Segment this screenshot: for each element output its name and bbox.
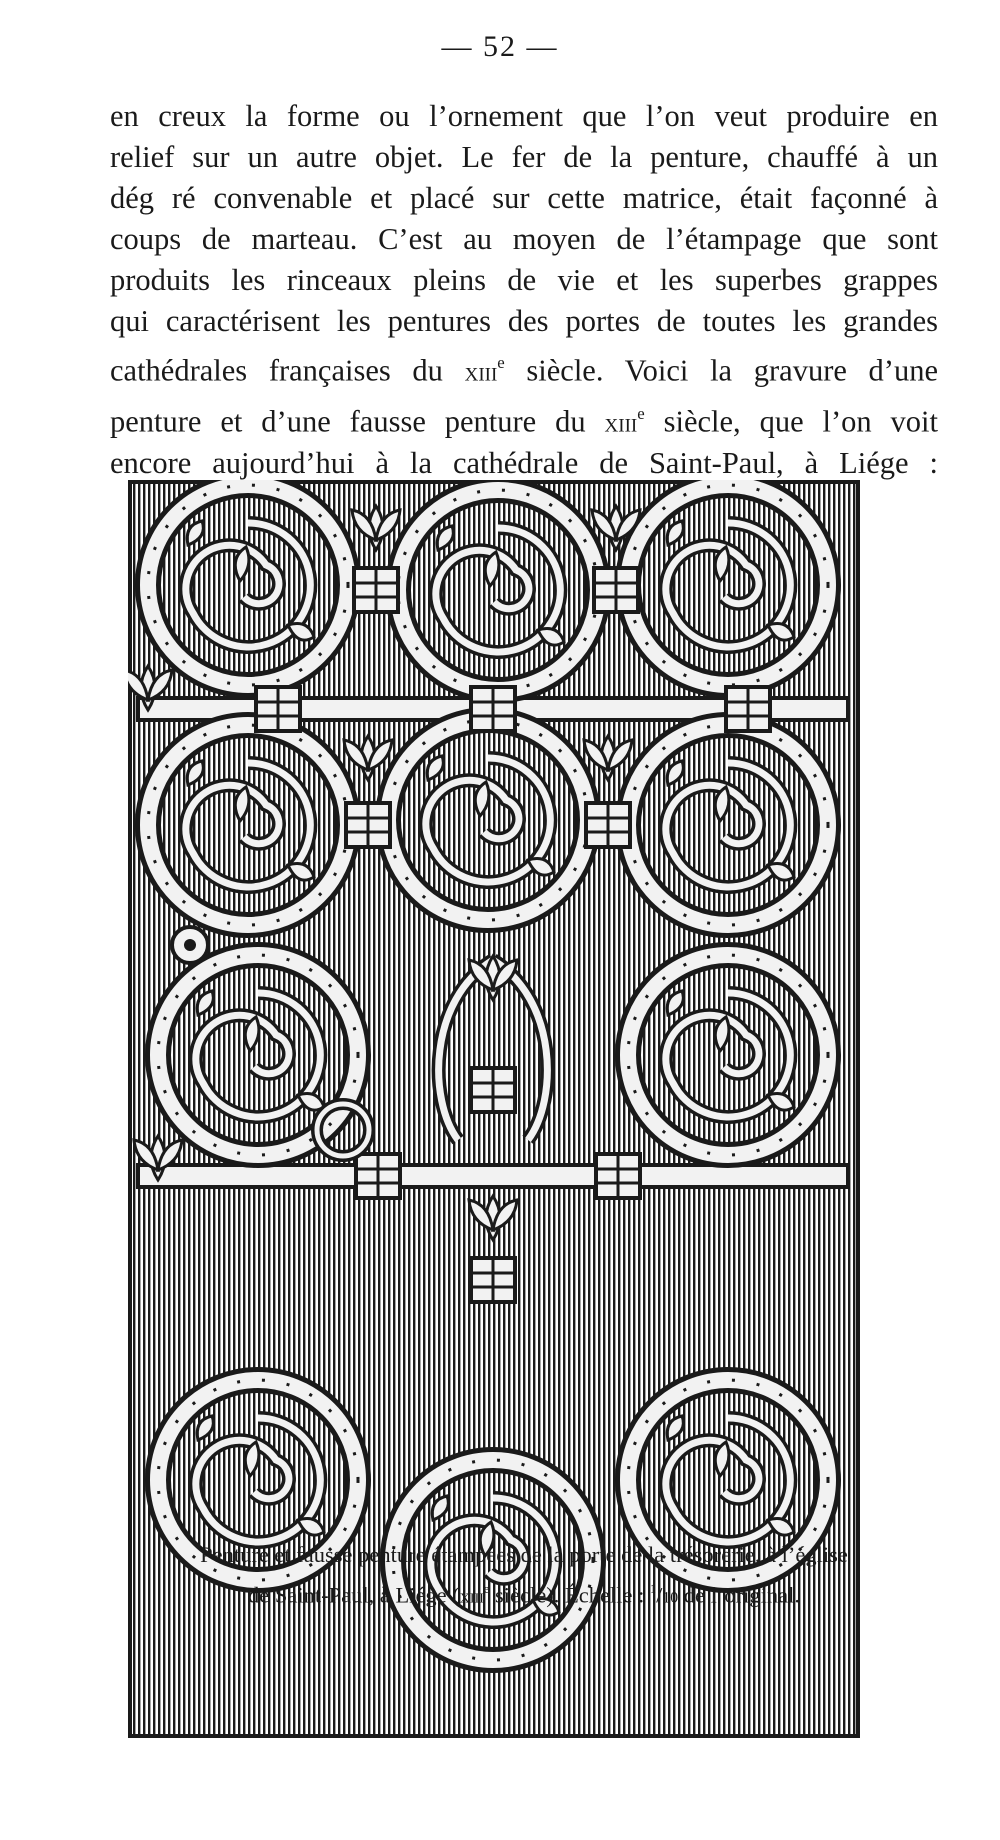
century-numeral: xiii bbox=[459, 1585, 484, 1608]
text-line: encore aujourd’hui à la cathédrale de Saint-Paul, à Liége : bbox=[110, 446, 938, 481]
scale-numerator: 1 bbox=[649, 1582, 657, 1596]
text-fragment: de Saint-Paul, à Liége ( bbox=[247, 1582, 460, 1608]
text-fragment: de l’original. bbox=[678, 1582, 800, 1608]
text-line bbox=[110, 342, 938, 393]
text-fragment: siècle, que l’on voit bbox=[644, 404, 939, 439]
caption-line-1: Penture et fausse penture étampées de la porte de la trésorerie, à l’église bbox=[200, 1542, 848, 1567]
text-line: produits les rinceaux pleins de vie et les superbes grappes bbox=[110, 263, 938, 297]
hinge-engraving-figure bbox=[128, 480, 922, 1840]
text-fragment: siècle). Échelle : bbox=[489, 1582, 650, 1608]
text-line: dég ré convenable et placé sur cette matrice, était façonné à bbox=[110, 181, 938, 215]
ironwork-illustration bbox=[128, 480, 922, 1840]
text-line bbox=[110, 393, 938, 444]
text-fragment: cathédrales françaises du bbox=[110, 353, 465, 388]
caption-line-2: de Saint-Paul, à Liége (xiii$^e$ siècle). Échelle : $^1$/10 de l’original. bbox=[247, 1582, 800, 1608]
figure-caption bbox=[110, 1538, 938, 1615]
superscript: e bbox=[637, 403, 645, 423]
scale-denominator: 10 bbox=[662, 1589, 679, 1607]
text-fragment: siècle. Voici la gravure d’une bbox=[504, 353, 938, 388]
text-line: en creux la forme ou l’ornement que l’on veut produire en bbox=[110, 99, 938, 133]
century-numeral: xiii bbox=[604, 407, 638, 438]
superscript: e bbox=[497, 353, 505, 372]
page-number: — 52 — bbox=[441, 30, 559, 63]
superscript: e bbox=[483, 1582, 490, 1596]
body-text bbox=[110, 96, 938, 484]
text-line: coups de marteau. C’est au moyen de l’étampage que sont bbox=[110, 222, 938, 256]
text-line: relief sur un autre objet. Le fer de la penture, chauffé à un bbox=[110, 140, 938, 174]
century-numeral: xiii bbox=[464, 356, 498, 387]
text-fragment: penture et d’une fausse penture du bbox=[110, 404, 605, 439]
text-line: qui caractérisent les pentures des portes de toutes les grandes bbox=[110, 304, 938, 338]
